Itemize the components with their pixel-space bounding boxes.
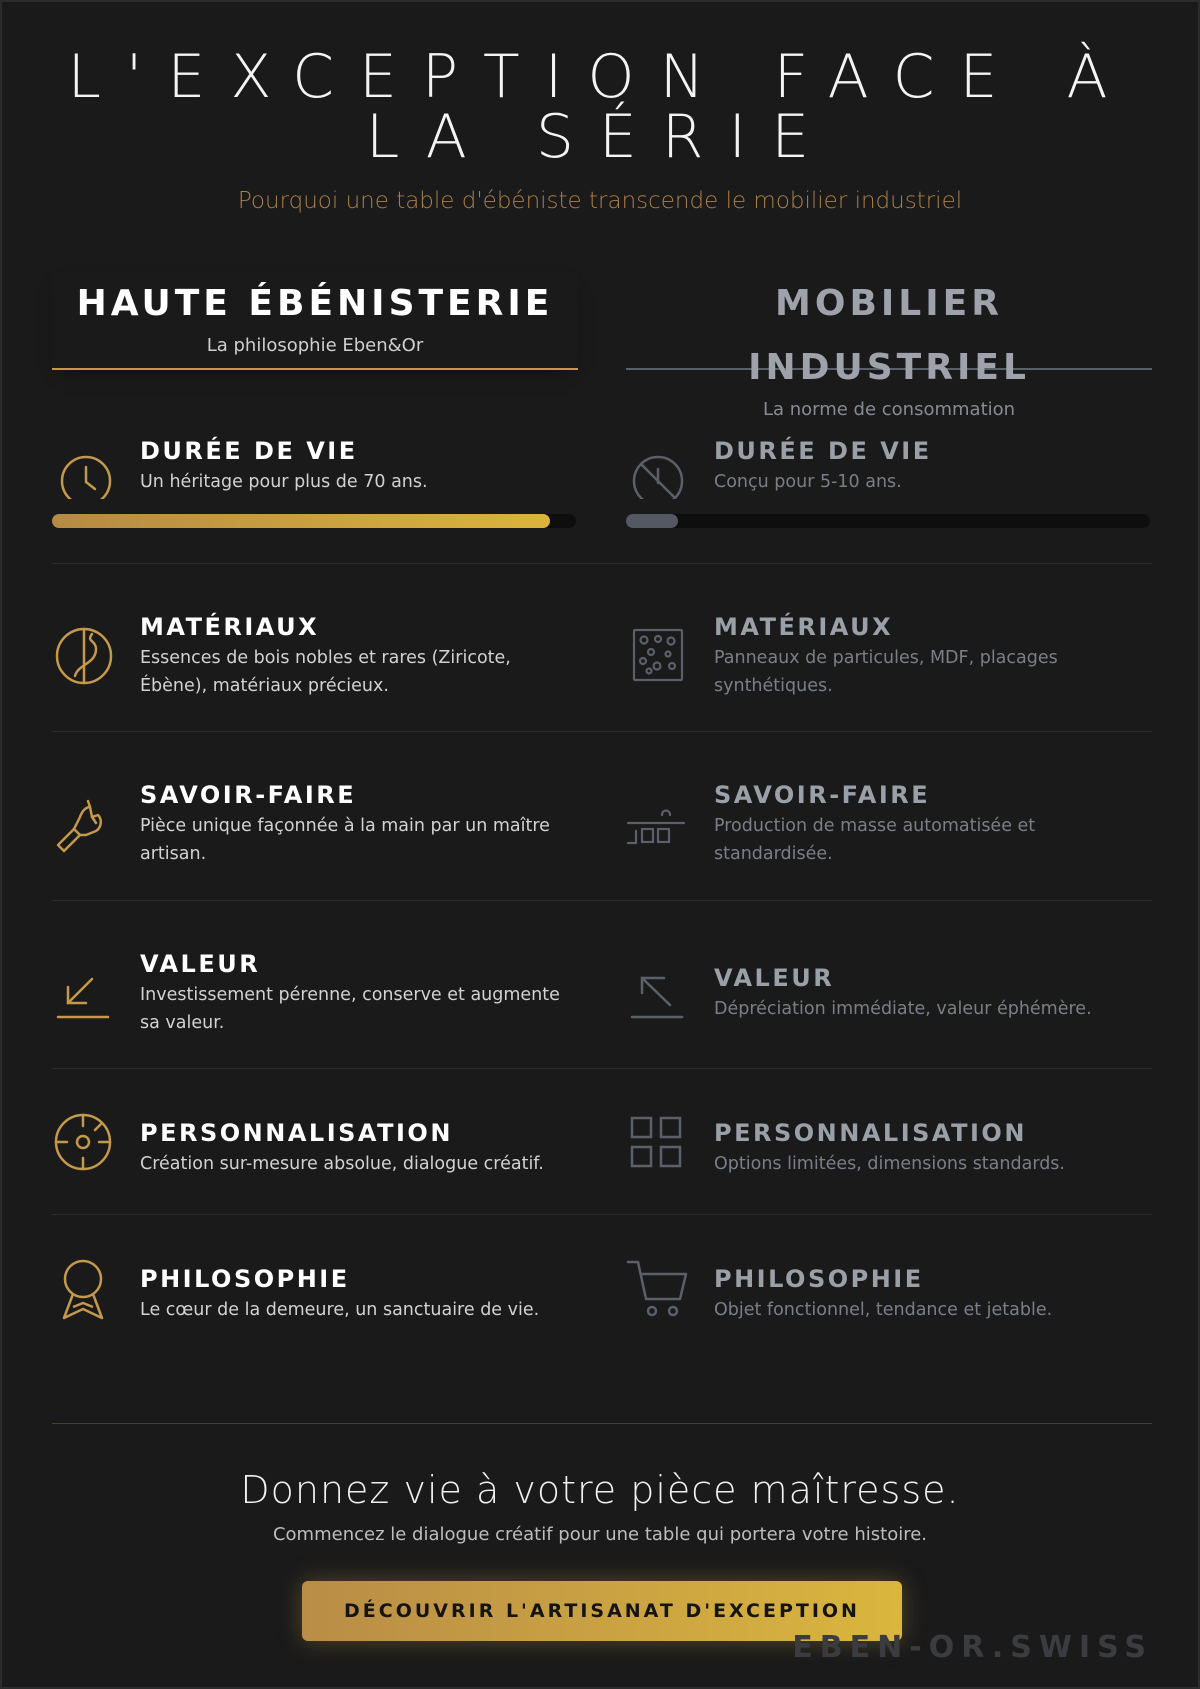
row-description: Objet fonctionnel, tendance et jetable. xyxy=(714,1300,1053,1320)
row-title: DURÉE DE VIE xyxy=(140,437,358,465)
cell-industriel xyxy=(626,901,1152,1069)
column-header-mobilier-industriel xyxy=(626,272,1152,420)
lifespan-bar-fill xyxy=(52,514,550,528)
cell-eben xyxy=(52,1069,578,1215)
section-divider xyxy=(52,1423,1152,1424)
cell-eben xyxy=(52,901,578,1069)
row-description: Options limitées, dimensions standards. xyxy=(714,1154,1065,1174)
row-description: Investissement pérenne, conserve et augmente sa valeur. xyxy=(140,985,560,1033)
column-title: MOBILIER INDUSTRIEL xyxy=(748,283,1030,388)
lifespan-bar-fill xyxy=(626,514,678,528)
cell-industriel xyxy=(626,1215,1152,1365)
row-description: Essences de bois nobles et rares (Ziricote, Ébène), matériaux précieux. xyxy=(140,648,511,696)
broken-clock-icon xyxy=(626,437,688,499)
row-title: PERSONNALISATION xyxy=(140,1119,453,1147)
comparison-row-materiaux xyxy=(52,564,1152,732)
cell-eben xyxy=(52,564,578,732)
comparison-row-personnalisation xyxy=(52,1069,1152,1215)
compass-icon xyxy=(52,1110,114,1172)
row-title: VALEUR xyxy=(140,950,261,978)
row-description: Panneaux de particules, MDF, placages synthétiques. xyxy=(714,648,1058,696)
row-description: Le cœur de la demeure, un sanctuaire de vie. xyxy=(140,1300,540,1320)
value-up-icon xyxy=(52,961,114,1023)
row-description: Conçu pour 5-10 ans. xyxy=(714,472,902,492)
comparison-row-valeur xyxy=(52,901,1152,1069)
cart-icon xyxy=(626,1259,688,1321)
row-description: Création sur-mesure absolue, dialogue créatif. xyxy=(140,1154,544,1174)
clock-icon xyxy=(52,437,114,499)
row-title: DURÉE DE VIE xyxy=(714,437,932,465)
cell-eben xyxy=(52,1215,578,1365)
row-title: MATÉRIAUX xyxy=(714,613,894,641)
cta-title: Donnez vie à votre pièce maîtresse. xyxy=(240,1468,960,1512)
row-description: Un héritage pour plus de 70 ans. xyxy=(140,472,428,492)
lifespan-bar xyxy=(626,514,1150,528)
wood-grain-icon xyxy=(52,624,114,686)
cell-industriel xyxy=(626,422,1152,564)
discover-craftsmanship-button[interactable]: DÉCOUVRIR L'ARTISANAT D'EXCEPTION xyxy=(302,1581,902,1641)
page-subtitle: Pourquoi une table d'ébéniste transcende le mobilier industriel xyxy=(237,188,963,214)
row-title: MATÉRIAUX xyxy=(140,613,320,641)
column-subtitle: La philosophie Eben&Or xyxy=(206,335,424,356)
row-title: SAVOIR-FAIRE xyxy=(140,781,357,809)
row-title: VALEUR xyxy=(714,964,835,992)
comparison-row-duree-de-vie xyxy=(52,422,1152,564)
cell-eben xyxy=(52,732,578,901)
conveyor-icon xyxy=(626,793,688,855)
row-description: Production de masse automatisée et standardisée. xyxy=(714,816,1036,864)
value-down-icon xyxy=(626,961,688,1023)
grid-icon xyxy=(626,1110,688,1172)
row-title: SAVOIR-FAIRE xyxy=(714,781,931,809)
row-title: PHILOSOPHIE xyxy=(140,1265,350,1293)
row-title: PERSONNALISATION xyxy=(714,1119,1027,1147)
cell-industriel xyxy=(626,732,1152,901)
cta-subtitle: Commencez le dialogue créatif pour une table qui portera votre histoire. xyxy=(272,1524,928,1545)
cell-industriel xyxy=(626,1069,1152,1215)
column-subtitle: La norme de consommation xyxy=(762,399,1016,420)
comparison-row-philosophie xyxy=(52,1215,1152,1365)
watermark: EBEN-OR.SWISS xyxy=(792,1630,1153,1665)
award-icon xyxy=(52,1259,114,1321)
particle-board-icon xyxy=(626,624,688,686)
page-title: L'EXCEPTION FACE À LA SÉRIE xyxy=(67,42,1133,172)
row-title: PHILOSOPHIE xyxy=(714,1265,924,1293)
row-description: Dépréciation immédiate, valeur éphémère. xyxy=(714,999,1092,1019)
comparison-row-savoir-faire xyxy=(52,732,1152,901)
hand-tool-icon xyxy=(52,793,114,855)
cell-eben xyxy=(52,422,578,564)
lifespan-bar xyxy=(52,514,576,528)
column-header-haute-ebenisterie xyxy=(52,272,578,370)
cell-industriel xyxy=(626,564,1152,732)
column-title: HAUTE ÉBÉNISTERIE xyxy=(76,283,554,324)
row-description: Pièce unique façonnée à la main par un maître artisan. xyxy=(140,816,550,864)
